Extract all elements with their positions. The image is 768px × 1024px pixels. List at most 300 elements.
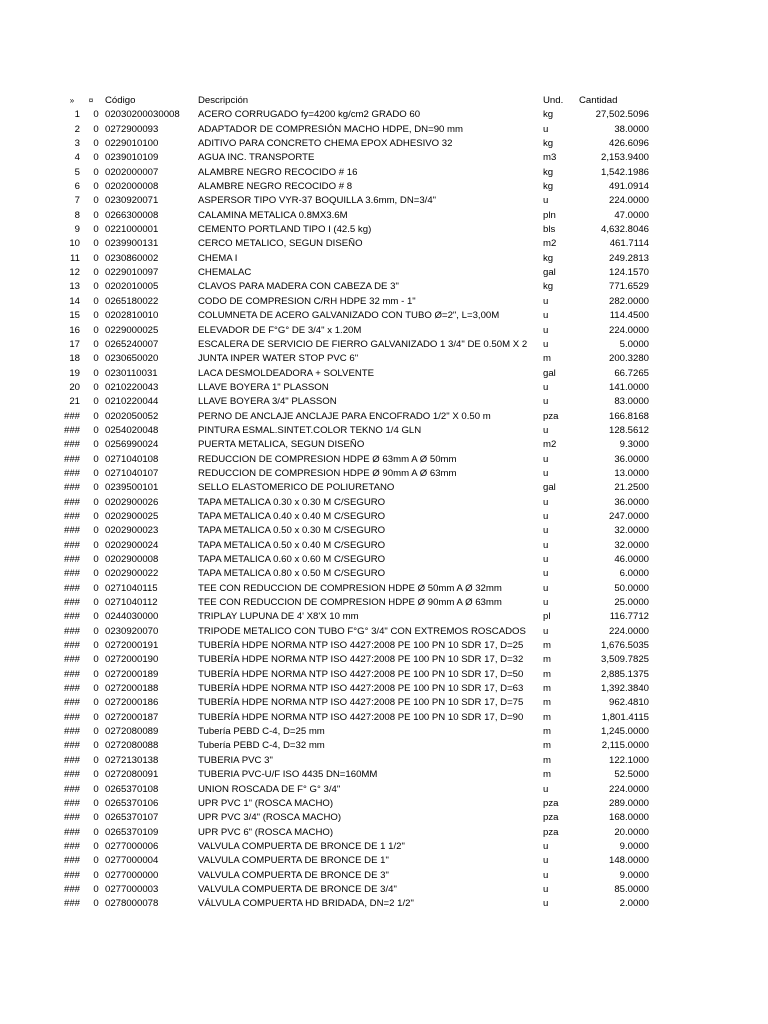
row-quantity: 5.0000 xyxy=(619,338,649,350)
table-row xyxy=(0,596,768,610)
row-description: CODO DE COMPRESION C/RH HDPE 32 mm - 1" xyxy=(198,295,416,307)
table-row xyxy=(0,410,768,424)
row-description: AGUA INC. TRANSPORTE xyxy=(198,152,315,164)
row-code: 0277000006 xyxy=(105,840,159,852)
row-description: TUBERÍA HDPE NORMA NTP ISO 4427:2008 PE 100 PN 10 SDR 17, D=90 xyxy=(198,711,524,723)
table-row xyxy=(0,754,768,768)
row-level: 0 xyxy=(93,640,99,652)
materials-table xyxy=(0,94,768,912)
row-code: 0272000190 xyxy=(105,654,159,666)
row-code: 0271040115 xyxy=(105,582,158,594)
row-level: 0 xyxy=(93,812,99,824)
row-description: LLAVE BOYERA 1" PLASSON xyxy=(198,381,329,393)
row-description: ALAMBRE NEGRO RECOCIDO # 16 xyxy=(198,166,358,178)
row-description: TUBERIA PVC-U/F ISO 4435 DN=160MM xyxy=(198,769,378,781)
row-unit: m xyxy=(543,668,551,680)
row-unit: m2 xyxy=(543,238,557,250)
row-quantity: 3,509.7825 xyxy=(600,654,649,666)
row-index: 6 xyxy=(74,181,80,193)
row-index: ### xyxy=(63,869,80,881)
table-row xyxy=(0,223,768,237)
row-quantity: 27,502.5096 xyxy=(595,109,649,121)
row-quantity: 491.0914 xyxy=(608,181,649,193)
row-level: 0 xyxy=(93,138,99,150)
row-quantity: 224.0000 xyxy=(608,195,649,207)
row-index: ### xyxy=(63,783,80,795)
row-index: ### xyxy=(63,826,80,838)
row-code: 0278000078 xyxy=(105,898,159,910)
table-row xyxy=(0,768,768,782)
header-quantity: Cantidad xyxy=(579,95,618,106)
row-description: VÁLVULA COMPUERTA HD BRIDADA, DN=2 1/2" xyxy=(198,898,414,910)
row-code: 0202900024 xyxy=(105,539,159,551)
row-unit: u xyxy=(543,324,549,336)
row-description: ALAMBRE NEGRO RECOCIDO # 8 xyxy=(198,181,353,193)
table-row xyxy=(0,252,768,266)
row-level: 0 xyxy=(93,654,99,666)
row-level: 0 xyxy=(93,611,99,623)
row-level: 0 xyxy=(93,166,99,178)
row-index: 2 xyxy=(74,123,80,135)
row-level: 0 xyxy=(93,783,99,795)
row-unit: m xyxy=(543,654,551,666)
row-code: 0202050052 xyxy=(105,410,159,422)
row-code: 0254020048 xyxy=(105,424,159,436)
row-index: ### xyxy=(63,525,80,537)
row-code: 0202810010 xyxy=(105,310,159,322)
table-row xyxy=(0,309,768,323)
row-level: 0 xyxy=(93,582,99,594)
row-index: ### xyxy=(63,898,80,910)
row-unit: u xyxy=(543,338,549,350)
row-description: TRIPODE METALICO CON TUBO F°G° 3/4" CON EXTREMOS ROSCADOS xyxy=(198,625,526,637)
row-level: 0 xyxy=(93,754,99,766)
row-index: ### xyxy=(63,855,80,867)
row-index: 13 xyxy=(69,281,80,293)
row-code: 0230860002 xyxy=(105,252,159,264)
row-index: ### xyxy=(63,726,80,738)
row-level: 0 xyxy=(93,381,99,393)
row-description: PINTURA ESMAL.SINTET.COLOR TEKNO 1/4 GLN xyxy=(198,424,422,436)
row-index: ### xyxy=(63,711,80,723)
row-level: 0 xyxy=(93,740,99,752)
row-code: 0256990024 xyxy=(105,439,159,451)
row-unit: u xyxy=(543,883,549,895)
row-quantity: 289.0000 xyxy=(608,797,649,809)
table-row xyxy=(0,209,768,223)
table-row xyxy=(0,725,768,739)
row-level: 0 xyxy=(93,195,99,207)
row-description: TAPA METALICA 0.80 x 0.50 M C/SEGURO xyxy=(198,568,386,580)
row-unit: u xyxy=(543,554,549,565)
table-row xyxy=(0,869,768,883)
row-quantity: 21.2500 xyxy=(614,482,649,494)
row-unit: u xyxy=(543,453,549,465)
table-row xyxy=(0,668,768,682)
row-quantity: 20.0000 xyxy=(614,826,649,838)
row-code: 0271040112 xyxy=(105,597,158,609)
row-description: ESCALERA DE SERVICIO DE FIERRO GALVANIZADO 1 3/4" DE 0.50M X 2 xyxy=(198,338,528,350)
row-level: 0 xyxy=(93,769,99,781)
row-description: UPR PVC 3/4" (ROSCA MACHO) xyxy=(198,812,342,824)
row-quantity: 50.0000 xyxy=(614,582,649,594)
row-level: 0 xyxy=(93,711,99,723)
table-row xyxy=(0,166,768,180)
row-description: UPR PVC 6" (ROSCA MACHO) xyxy=(198,826,334,838)
row-level: 0 xyxy=(93,267,99,279)
row-quantity: 122.1000 xyxy=(608,754,649,766)
row-code: 0230920071 xyxy=(105,195,159,207)
row-level: 0 xyxy=(93,568,99,580)
row-quantity: 9.3000 xyxy=(619,439,649,451)
row-description: TUBERÍA HDPE NORMA NTP ISO 4427:2008 PE 100 PN 10 SDR 17, D=50 xyxy=(198,668,524,680)
row-level: 0 xyxy=(93,898,99,910)
row-index: 3 xyxy=(74,138,80,150)
row-quantity: 6.0000 xyxy=(619,568,649,580)
table-row xyxy=(0,338,768,352)
row-code: 0265240007 xyxy=(105,338,159,350)
row-index: 21 xyxy=(69,396,80,408)
row-level: 0 xyxy=(93,883,99,895)
table-row xyxy=(0,438,768,452)
table-header xyxy=(0,94,768,108)
table-row xyxy=(0,625,768,639)
row-code: 0272900093 xyxy=(105,123,159,135)
row-code: 0230110031 xyxy=(105,367,158,379)
row-unit: kg xyxy=(543,109,554,121)
row-description: LLAVE BOYERA 3/4" PLASSON xyxy=(198,396,337,408)
row-unit: u xyxy=(543,467,549,479)
row-description: JUNTA INPER WATER STOP PVC 6" xyxy=(198,353,359,365)
row-unit: gal xyxy=(543,267,556,279)
row-unit: kg xyxy=(543,252,554,264)
row-unit: m xyxy=(543,640,551,652)
row-index: ### xyxy=(63,654,80,666)
row-index: 12 xyxy=(69,267,80,279)
row-level: 0 xyxy=(93,252,99,264)
row-level: 0 xyxy=(93,840,99,852)
row-level: 0 xyxy=(93,181,99,193)
row-code: 0277000004 xyxy=(105,855,159,867)
table-row xyxy=(0,352,768,366)
row-code: 0202900023 xyxy=(105,525,159,537)
table-row xyxy=(0,897,768,911)
row-unit: pln xyxy=(543,209,556,221)
table-row xyxy=(0,496,768,510)
header-code: Código xyxy=(105,95,136,106)
row-quantity: 1,676.5035 xyxy=(600,640,649,652)
row-code: 0202900026 xyxy=(105,496,159,508)
row-unit: u xyxy=(543,381,549,393)
row-level: 0 xyxy=(93,310,99,322)
row-quantity: 141.0000 xyxy=(608,381,649,393)
row-level: 0 xyxy=(93,295,99,307)
row-quantity: 25.0000 xyxy=(614,597,649,609)
row-code: 0265370106 xyxy=(105,797,159,809)
row-index: 8 xyxy=(74,209,80,221)
row-quantity: 2.0000 xyxy=(619,898,649,910)
table-row xyxy=(0,811,768,825)
row-index: ### xyxy=(63,482,80,494)
row-code: 0277000003 xyxy=(105,883,159,895)
row-description: UPR PVC 1" (ROSCA MACHO) xyxy=(198,797,334,809)
table-row xyxy=(0,467,768,481)
row-description: ELEVADOR DE F°G° DE 3/4" x 1.20M xyxy=(198,324,362,336)
row-code: 0265180022 xyxy=(105,295,159,307)
row-level: 0 xyxy=(93,726,99,738)
row-code: 0272000188 xyxy=(105,683,159,695)
table-row xyxy=(0,424,768,438)
row-index: 16 xyxy=(69,324,80,336)
table-row xyxy=(0,639,768,653)
row-index: ### xyxy=(63,453,80,465)
table-row xyxy=(0,840,768,854)
table-row xyxy=(0,237,768,251)
row-quantity: 66.7265 xyxy=(614,367,649,379)
row-code: 0239010109 xyxy=(105,152,159,164)
row-code: 02030200030008 xyxy=(105,109,180,121)
row-index: ### xyxy=(63,410,80,422)
row-quantity: 2,153.9400 xyxy=(600,152,649,164)
table-row xyxy=(0,151,768,165)
row-unit: u xyxy=(543,295,549,307)
row-level: 0 xyxy=(93,683,99,695)
row-quantity: 32.0000 xyxy=(614,525,649,537)
row-description: TAPA METALICA 0.60 x 0.60 M C/SEGURO xyxy=(198,554,386,565)
row-code: 0266300008 xyxy=(105,209,159,221)
row-index: 7 xyxy=(74,195,80,207)
table-row xyxy=(0,280,768,294)
row-code: 0202900022 xyxy=(105,568,159,580)
row-level: 0 xyxy=(93,338,99,350)
row-level: 0 xyxy=(93,697,99,709)
row-description: Tubería PEBD C-4, D=32 mm xyxy=(198,740,325,752)
row-code: 0272000191 xyxy=(105,640,159,652)
row-code: 0272080089 xyxy=(105,726,159,738)
row-code: 0272130138 xyxy=(105,754,159,766)
row-quantity: 426.6096 xyxy=(608,138,649,150)
table-row xyxy=(0,123,768,137)
table-row xyxy=(0,137,768,151)
row-code: 0230920070 xyxy=(105,625,159,637)
row-description: REDUCCION DE COMPRESION HDPE Ø 63mm A Ø 50mm xyxy=(198,453,457,465)
row-description: VALVULA COMPUERTA DE BRONCE DE 1 1/2" xyxy=(198,840,405,852)
row-index: ### xyxy=(63,754,80,766)
table-row xyxy=(0,367,768,381)
row-description: VALVULA COMPUERTA DE BRONCE DE 1" xyxy=(198,855,389,867)
row-level: 0 xyxy=(93,482,99,494)
row-code: 0272080091 xyxy=(105,769,159,781)
row-unit: u xyxy=(543,855,549,867)
header-marker-1: » xyxy=(69,96,75,105)
row-level: 0 xyxy=(93,869,99,881)
row-quantity: 52.5000 xyxy=(614,769,649,781)
row-level: 0 xyxy=(93,525,99,537)
row-quantity: 46.0000 xyxy=(614,554,649,565)
table-row xyxy=(0,783,768,797)
row-index: ### xyxy=(63,510,80,522)
row-description: ADITIVO PARA CONCRETO CHEMA EPOX ADHESIVO 32 xyxy=(198,138,453,150)
row-quantity: 2,115.0000 xyxy=(601,740,649,752)
row-index: 14 xyxy=(69,295,80,307)
row-code: 0244030000 xyxy=(105,611,159,623)
row-index: ### xyxy=(63,697,80,709)
row-index: ### xyxy=(63,769,80,781)
row-description: TUBERÍA HDPE NORMA NTP ISO 4427:2008 PE 100 PN 10 SDR 17, D=32 xyxy=(198,654,524,666)
row-unit: u xyxy=(543,783,549,795)
row-description: CEMENTO PORTLAND TIPO I (42.5 kg) xyxy=(198,224,372,236)
row-unit: pza xyxy=(543,826,559,838)
row-code: 0272000187 xyxy=(105,711,159,723)
row-quantity: 224.0000 xyxy=(608,324,649,336)
table-row xyxy=(0,854,768,868)
row-code: 0229010100 xyxy=(105,138,159,150)
row-quantity: 1,801.4115 xyxy=(601,711,649,723)
row-quantity: 114.4500 xyxy=(609,310,649,322)
row-description: CERCO METALICO, SEGUN DISEÑO xyxy=(198,238,363,250)
row-description: CLAVOS PARA MADERA CON CABEZA DE 3" xyxy=(198,281,399,293)
row-level: 0 xyxy=(93,152,99,164)
table-row xyxy=(0,108,768,122)
row-index: 1 xyxy=(74,109,80,121)
row-level: 0 xyxy=(93,109,99,121)
row-quantity: 148.0000 xyxy=(608,855,649,867)
row-description: TRIPLAY LUPUNA DE 4' X8'X 10 mm xyxy=(198,611,359,623)
row-unit: m xyxy=(543,726,551,738)
row-index: 5 xyxy=(74,166,80,178)
row-level: 0 xyxy=(93,496,99,508)
row-quantity: 36.0000 xyxy=(614,496,649,508)
row-unit: u xyxy=(543,424,549,436)
row-code: 0239900131 xyxy=(105,238,159,250)
row-unit: m xyxy=(543,683,551,695)
row-level: 0 xyxy=(93,597,99,609)
row-code: 0202000008 xyxy=(105,181,159,193)
row-description: VALVULA COMPUERTA DE BRONCE DE 3" xyxy=(198,869,389,881)
row-index: ### xyxy=(63,883,80,895)
row-unit: m xyxy=(543,740,551,752)
row-unit: m xyxy=(543,769,551,781)
row-index: ### xyxy=(63,611,80,623)
row-code: 0230650020 xyxy=(105,353,159,365)
row-description: TAPA METALICA 0.50 x 0.40 M C/SEGURO xyxy=(198,539,386,551)
table-row xyxy=(0,481,768,495)
row-description: TAPA METALICA 0.50 x 0.30 M C/SEGURO xyxy=(198,525,386,537)
row-code: 0229000025 xyxy=(105,324,159,336)
row-quantity: 32.0000 xyxy=(614,539,649,551)
row-index: ### xyxy=(63,625,80,637)
row-unit: u xyxy=(543,123,549,135)
table-row xyxy=(0,395,768,409)
row-unit: bls xyxy=(543,224,556,236)
row-quantity: 38.0000 xyxy=(614,123,649,135)
row-code: 0272000186 xyxy=(105,697,159,709)
row-unit: u xyxy=(543,898,549,910)
row-code: 0210220044 xyxy=(105,396,159,408)
row-index: ### xyxy=(63,424,80,436)
row-code: 0265370107 xyxy=(105,812,159,824)
row-code: 0202010005 xyxy=(105,281,159,293)
row-unit: u xyxy=(543,869,549,881)
table-row xyxy=(0,739,768,753)
table-row xyxy=(0,324,768,338)
row-unit: m xyxy=(543,697,551,709)
row-level: 0 xyxy=(93,625,99,637)
table-row xyxy=(0,797,768,811)
table-row xyxy=(0,453,768,467)
row-unit: u xyxy=(543,582,549,594)
row-quantity: 771.6529 xyxy=(608,281,649,293)
row-description: TAPA METALICA 0.40 x 0.40 M C/SEGURO xyxy=(198,510,386,522)
row-description: ASPERSOR TIPO VYR-37 BOQUILLA 3.6mm, DN=3/4" xyxy=(198,195,437,207)
table-row xyxy=(0,610,768,624)
row-unit: u xyxy=(543,568,549,580)
table-row xyxy=(0,295,768,309)
row-quantity: 461.7114 xyxy=(609,238,649,250)
row-level: 0 xyxy=(93,554,99,565)
row-index: ### xyxy=(63,496,80,508)
row-description: ADAPTADOR DE COMPRESIÓN MACHO HDPE, DN=90 mm xyxy=(198,123,464,135)
row-description: COLUMNETA DE ACERO GALVANIZADO CON TUBO Ø=2", L=3,00M xyxy=(198,310,500,322)
row-quantity: 2,885.1375 xyxy=(600,668,649,680)
table-row xyxy=(0,696,768,710)
row-quantity: 1,392.3840 xyxy=(600,683,649,695)
row-unit: m3 xyxy=(543,152,557,164)
row-description: CHEMALAC xyxy=(198,267,252,279)
row-quantity: 124.1570 xyxy=(608,267,649,279)
row-quantity: 247.0000 xyxy=(608,510,649,522)
row-unit: u xyxy=(543,396,549,408)
row-unit: u xyxy=(543,597,549,609)
table-row xyxy=(0,711,768,725)
row-code: 0277000000 xyxy=(105,869,159,881)
row-index: ### xyxy=(63,668,80,680)
row-unit: m xyxy=(543,754,551,766)
row-description: TUBERÍA HDPE NORMA NTP ISO 4427:2008 PE 100 PN 10 SDR 17, D=75 xyxy=(198,697,524,709)
table-row xyxy=(0,510,768,524)
row-unit: gal xyxy=(543,367,556,379)
table-row xyxy=(0,582,768,596)
table-row xyxy=(0,524,768,538)
row-description: PUERTA METALICA, SEGUN DISEÑO xyxy=(198,439,365,451)
table-row xyxy=(0,883,768,897)
table-row xyxy=(0,381,768,395)
row-unit: kg xyxy=(543,181,554,193)
row-code: 0202900025 xyxy=(105,510,159,522)
row-quantity: 83.0000 xyxy=(614,396,649,408)
row-quantity: 4,632.8046 xyxy=(600,224,649,236)
table-row xyxy=(0,682,768,696)
row-index: ### xyxy=(63,554,80,565)
row-level: 0 xyxy=(93,367,99,379)
table-row xyxy=(0,826,768,840)
table-body xyxy=(0,108,768,911)
row-description: CALAMINA METALICA 0.8MX3.6M xyxy=(198,209,348,221)
row-description: CHEMA I xyxy=(198,252,238,264)
row-unit: kg xyxy=(543,281,554,293)
row-unit: u xyxy=(543,625,549,637)
row-description: ACERO CORRUGADO fy=4200 kg/cm2 GRADO 60 xyxy=(198,109,421,121)
row-quantity: 282.0000 xyxy=(608,295,649,307)
row-index: ### xyxy=(63,597,80,609)
row-level: 0 xyxy=(93,797,99,809)
row-description: UNION ROSCADA DE F° G° 3/4" xyxy=(198,783,341,795)
row-unit: pza xyxy=(543,812,559,824)
row-level: 0 xyxy=(93,668,99,680)
row-unit: kg xyxy=(543,138,554,150)
row-index: 17 xyxy=(69,338,80,350)
row-level: 0 xyxy=(93,224,99,236)
